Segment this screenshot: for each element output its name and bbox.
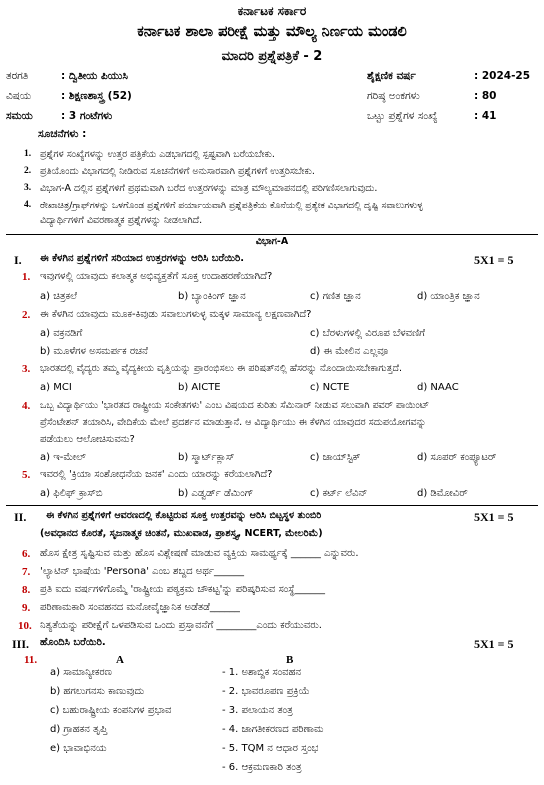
instruction-number: 3. (24, 183, 32, 193)
question-text: ಒಬ್ಬ ವಿದ್ಯಾರ್ಥಿಯು 'ಭಾರತದ ರಾಷ್ಟ್ರೀಯ ಸಂಕೇತಗಳು' ಎಂಬ ವಿಷಯದ ಕುರಿತು ಸೆಮಿನಾರ್ ನೀಡುವ ಸಲುವಾಗಿ ಪವರ್ ಪಾಯಿಂಟ್ (40, 400, 430, 411)
option: a) ಇ-ಮೇಲ್ (40, 452, 86, 463)
match-item-b: - 5. TQM ನ ಆಧಾರ ಸ್ತಂಭ (222, 743, 319, 754)
option: b) ಮೂಳೆಗಳ ಅಸಮರ್ಪಕ ರಚನೆ (40, 346, 148, 357)
government-title: ಕರ್ನಾಟಕ ಸರ್ಕಾರ (237, 4, 307, 18)
option: b) ಎಡ್ವರ್ಡ್ ಡೆಮಿಂಗ್ (178, 488, 254, 499)
section-divider (6, 505, 538, 506)
question-text: ನಿತ್ಯತೆಯನ್ನು ಪರೀಕ್ಷೆಗೆ ಒಳಪಡಿಸುವ ಒಂದು ಪ್ರಸ್ತಾವನೆಗೆ ________ಎಂದು ಕರೆಯುವರು. (40, 620, 322, 631)
match-item-a: c) ಬಹುರಾಷ್ಟ್ರೀಯ ಕಂಪನಿಗಳ ಪ್ರಭಾವ (50, 705, 172, 716)
instruction-text: ಪ್ರತಿಯೊಂದು ವಿಭಾಗದಲ್ಲಿ ನೀಡಿರುವ ಸೂಚನೆಗಳಿಗೆ ಅನುಸಾರವಾಗಿ ಪ್ರಶ್ನೆಗಳಿಗೆ ಉತ್ತರಿಸಬೇಕು. (40, 166, 315, 177)
class-value: : ದ್ವಿತೀಯ ಪಿಯುಸಿ (61, 70, 128, 82)
option: d) ಈ ಮೇಲಿನ ಎಲ್ಲವೂ (310, 346, 389, 357)
subject-value: : ಶಿಕ್ಷಣಶಾಸ್ತ್ರ (52) (61, 90, 132, 102)
question-number: 9. (22, 602, 31, 614)
instruction-text: ಪ್ರಶ್ನೆಗಳ ಸಂಖ್ಯೆಗಳನ್ನು ಉತ್ತರ ಪತ್ರಿಕೆಯ ಎಡಭಾಗದಲ್ಲಿ ಸ್ಪಷ್ಟವಾಗಿ ಬರೆಯಬೇಕು. (40, 149, 275, 160)
instruction-number: 2. (24, 166, 32, 176)
question-number: 8. (22, 584, 31, 596)
question-text: ಈ ಕೆಳಗಿನ ಯಾವುದು ಮೂಕ-ಕಿವುಡು ಸವಾಲುಗಳುಳ್ಳ ಮಕ್ಕಳ ಸಾಮಾನ್ಯ ಲಕ್ಷಣವಾಗಿದೆ? (40, 309, 312, 320)
match-item-b: - 2. ಭಾವರೂಪಣ ಪ್ರಕ್ರಿಯೆ (222, 686, 310, 697)
board-title: ಕರ್ನಾಟಕ ಶಾಲಾ ಪರೀಕ್ಷೆ ಮತ್ತು ಮೌಲ್ಯ ನಿರ್ಣಯ ಮಂಡಲಿ (137, 24, 407, 40)
instruction-text: ರೇಖಾಚಿತ್ರ/ಗ್ರಾಫ್‌ಗಳನ್ನು ಒಳಗೊಂಡ ಪ್ರಶ್ನೆಗಳಿಗೆ ಪರ್ಯಾಯವಾಗಿ ಪ್ರಶ್ನೆಪತ್ರಿಕೆಯ ಕೊನೆಯಲ್ಲಿ ಪ್ರತ್ಯೇಕ ವಿಭಾಗದಲ್ಲಿ ದೃಷ್ಟಿ ಸವಾಲುಗಳುಳ್ಳ (40, 200, 423, 211)
instruction-text-continued: ವಿದ್ಯಾರ್ಥಿಗಳಿಗೆ ವಿವರಣಾತ್ಮಕ ಪ್ರಶ್ನೆಗಳನ್ನು ನೀಡಲಾಗಿದೆ. (40, 215, 203, 226)
question-number: 1. (22, 271, 31, 283)
part-marks: 5X1 = 5 (474, 253, 514, 267)
instruction-number: 4. (24, 200, 32, 210)
question-number: 11. (24, 654, 38, 666)
match-item-a: a) ಸಾಮಾನ್ಯೀಕರಣ (50, 667, 112, 678)
option: b) AICTE (178, 382, 221, 393)
question-number: 4. (22, 400, 31, 412)
match-item-b: - 3. ಪಲಾಯನ ತಂತ್ರ (222, 705, 293, 716)
question-text: ಇವರಲ್ಲಿ 'ಕ್ರಿಯಾ ಸಂಶೋಧನೆಯ ಜನಕ' ಎಂದು ಯಾರನ್ನು ಕರೆಯಲಾಗಿದೆ? (40, 469, 273, 480)
time-label: ಸಮಯ (6, 110, 33, 122)
option: d) ಸೂಪರ್ ಕಂಪ್ಯೂಟರ್ (417, 452, 497, 463)
paper-title: ಮಾದರಿ ಪ್ರಶ್ನೆಪತ್ರಿಕೆ - 2 (221, 49, 323, 64)
max-marks-value: : 80 (474, 90, 497, 102)
option: a) ವಕ್ರನಡಿಗೆ (40, 328, 83, 339)
class-label: ತರಗತಿ (6, 70, 29, 82)
option: d) ಡಿಮೋವಿರ್ (417, 488, 468, 499)
question-text: ಪ್ರತಿ ಐದು ವರ್ಷಗಳಿಗೊಮ್ಮೆ 'ರಾಷ್ಟ್ರೀಯ ಪಠ್ಯಕ್ರಮ ಚೌಕಟ್ಟ'ನ್ನು ಪರಿಷ್ಕರಿಸುವ ಸಂಸ್ಥೆ______ (40, 584, 325, 595)
question-number: 3. (22, 363, 31, 375)
question-text-continued: ಪಡೆಯಲು ಆಲೋಚಿಸುವನು? (40, 434, 135, 445)
question-text-continued: ಪ್ರೆಸೆಂಟೇಶನ್ ತಯಾರಿಸಿ, ವೇದಿಕೆಯ ಮೇಲೆ ಪ್ರದರ್ಶನ ಮಾಡುತ್ತಾನೆ. ಆ ವಿದ್ಯಾರ್ಥಿಯು ಈ ಕೆಳಗಿನ ಯಾವುದರ ಸದುಪಯೋಗವನ್ನು (40, 417, 427, 428)
option: a) MCI (40, 382, 72, 393)
match-item-a: e) ಭಾವಾಭಿನಯ (50, 743, 107, 754)
question-text: ಹೊಸ ಕ್ಷೇತ್ರ ಸೃಷ್ಟಿಸುವ ಮತ್ತು ಹೊಸ ವಿಶ್ಲೇಷಣೆ ಮಾಡುವ ವ್ಯಕ್ತಿಯ ಸಾಮರ್ಥ್ಯಕ್ಕೆ ______ ಎನ್ನುವರು. (40, 548, 359, 559)
match-item-b: - 6. ಆಕ್ರಮಣಕಾರಿ ತಂತ್ರ (222, 762, 302, 773)
question-number: 10. (18, 620, 32, 632)
max-marks-label: ಗರಿಷ್ಠ ಅಂಕಗಳು (367, 90, 420, 102)
match-item-b: - 1. ಅಶಾಬ್ದಿಕ ಸಂವಹನ (222, 667, 302, 678)
option: a) ಫಿಲಿಫ್ ಕ್ರಾಸ್‌ಬಿ (40, 488, 103, 499)
section-divider (6, 234, 538, 235)
total-questions-value: : 41 (474, 110, 497, 122)
part-instruction: ಈ ಕೆಳಗಿನ ಪ್ರಶ್ನೆಗಳಿಗೆ ಸರಿಯಾದ ಉತ್ತರಗಳನ್ನು ಆರಿಸಿ ಬರೆಯಿರಿ. (40, 253, 245, 264)
part-instruction: ಹೊಂದಿಸಿ ಬರೆಯಿರಿ. (40, 637, 106, 648)
question-number: 7. (22, 566, 31, 578)
part-number: II. (14, 510, 27, 524)
match-item-a: d) ಗ್ರಾಹಕನ ತೃಪ್ತಿ (50, 724, 108, 735)
year-label: ಶೈಕ್ಷಣಿಕ ವರ್ಷ (367, 70, 416, 82)
part-marks: 5X1 = 5 (474, 637, 514, 651)
section-title: ವಿಭಾಗ-A (255, 236, 289, 247)
question-number: 6. (22, 548, 31, 560)
answer-choices: (ಅವಧಾನದ ಕೊರತೆ, ಸೃಜನಾತ್ಮಕ ಚಿಂತನೆ, ಮುಖವಾಡ, ಪ್ರಾಶಸ್ತ್ಯ, NCERT, ಮೇಲರಿಮೆ) (40, 528, 323, 539)
part-instruction: ಈ ಕೆಳಗಿನ ಪ್ರಶ್ನೆಗಳಿಗೆ ಆವರಣದಲ್ಲಿ ಕೊಟ್ಟಿರುವ ಸೂಕ್ತ ಉತ್ತರವನ್ನು ಆರಿಸಿ ಬಿಟ್ಟಸ್ಥಳ ತುಂಬಿರಿ (46, 510, 322, 521)
part-number: III. (12, 637, 30, 651)
option: b) ಬ್ಯಾಂಕಿಂಗ್ ಜ್ಞಾನ (178, 291, 246, 302)
question-text: ಇವುಗಳಲ್ಲಿ ಯಾವುದು ಕಲಾತ್ಮಕ ಅಭಿವ್ಯಕ್ತತೆಗೆ ಸೂಕ್ತ ಉದಾಹರಣೆಯಾಗಿದೆ? (40, 271, 273, 282)
option: c) NCTE (310, 382, 350, 393)
year-value: : 2024-25 (474, 70, 531, 82)
question-text: ಪರಿಣಾಮಕಾರಿ ಸಂವಹನದ ಮನೋವೈಜ್ಞಾನಿಕ ಅಡೆತಡೆ______ (40, 602, 240, 613)
match-item-b: - 4. ಜಾಗತೀಕರಣದ ಪರಿಣಾಮ (222, 724, 324, 735)
question-text: ಭಾರತದಲ್ಲಿ ವೈದ್ಯರು ತಮ್ಮ ವೈದ್ಯಕೀಯ ವೃತ್ತಿಯನ್ನು ಪ್ರಾರಂಭಿಸಲು ಈ ಪರಿಷತ್‌ನಲ್ಲಿ ಹೆಸರನ್ನು ನೊಂದಾಯಿಸಬೇಕಾಗುತ್ತದೆ. (40, 363, 403, 374)
question-number: 2. (22, 309, 31, 321)
question-number: 5. (22, 469, 31, 481)
part-marks: 5X1 = 5 (474, 510, 514, 524)
time-value: : 3 ಗಂಟೆಗಳು (61, 110, 113, 122)
option: d) ಯಾಂತ್ರಿಕ ಜ್ಞಾನ (417, 291, 480, 302)
option: c) ಜಾಯ್‌ಸ್ಟಿಕ್ (310, 452, 361, 463)
instruction-text: ವಿಭಾಗ-A ದಲ್ಲಿನ ಪ್ರಶ್ನೆಗಳಿಗೆ ಪ್ರಥಮವಾಗಿ ಬರೆದ ಉತ್ತರಗಳನ್ನು ಮಾತ್ರ ಮೌಲ್ಯಮಾಪನದಲ್ಲಿ ಪರಿಗಣಿಸಲಾಗುವುದು. (40, 183, 378, 194)
option: a) ಚಿತ್ರಕಲೆ (40, 291, 78, 302)
total-questions-label: ಒಟ್ಟು ಪ್ರಶ್ನೆಗಳ ಸಂಖ್ಯೆ (367, 110, 438, 122)
instructions-title: ಸೂಚನೆಗಳು : (38, 128, 87, 140)
part-number: I. (14, 253, 22, 267)
subject-label: ವಿಷಯ (6, 90, 32, 102)
option: c) ಕರ್ಟ್ ಲೆವಿನ್ (310, 488, 368, 499)
option: c) ಬೆರಳುಗಳಲ್ಲಿ ವಿರೂಪ ಬೆಳವಣಿಗೆ (310, 328, 425, 339)
question-text: 'ಲ್ಯಾಟಿನ್ ಭಾಷೆಯ 'Persona' ಎಂಬ ಶಬ್ದದ ಅರ್ಥ______ (40, 566, 245, 577)
match-item-a: b) ಹಗಲುಗನಸು ಕಾಣುವುದು (50, 686, 145, 697)
column-a-heading: A (116, 654, 124, 666)
option: d) NAAC (417, 382, 459, 393)
option: c) ಗಣಿತ ಜ್ಞಾನ (310, 291, 361, 302)
instruction-number: 1. (24, 149, 32, 159)
column-b-heading: B (286, 654, 294, 666)
option: b) ಸ್ಮಾರ್ಟ್‌ಕ್ಲಾಸ್ (178, 452, 235, 463)
